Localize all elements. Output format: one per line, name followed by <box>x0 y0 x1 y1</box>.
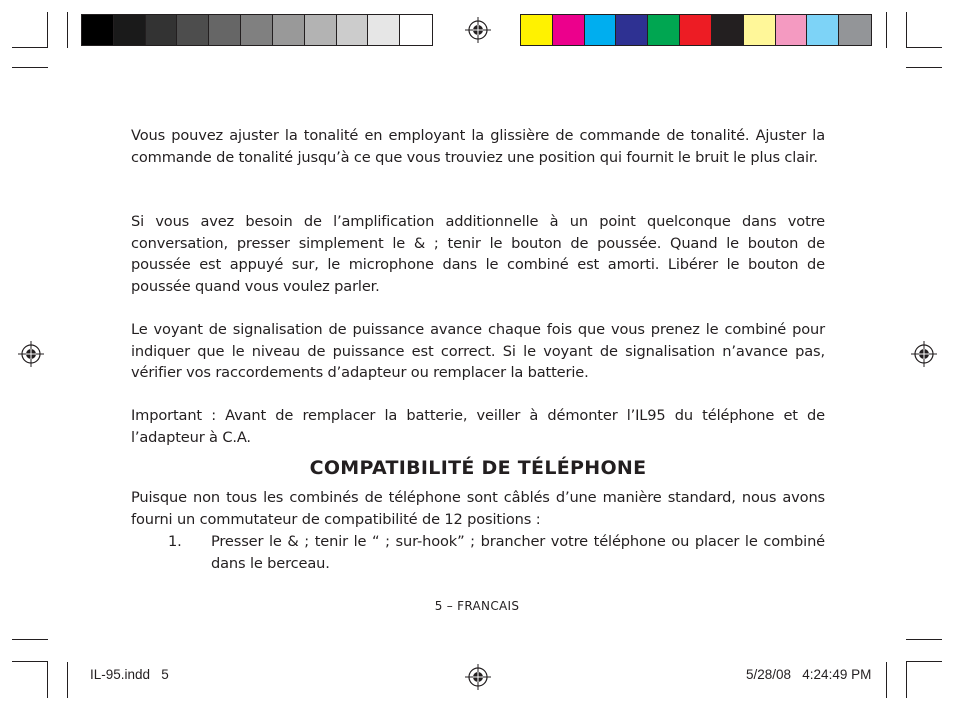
color-swatch <box>146 15 178 45</box>
crop-mark <box>12 639 48 640</box>
paragraph-power-indicator: Le voyant de signalisation de puissance avance chaque fois que vous prenez le combiné pour indiquer que le niveau de puissance est correct. Si le voyant de signalisation n’avance pas, vérifier vos raccordements d’adapteur ou remplacer la batterie. <box>131 321 825 381</box>
section-heading: COMPATIBILITÉ DE TÉLÉPHONE <box>309 457 647 479</box>
color-swatch <box>114 15 146 45</box>
color-swatch <box>616 15 648 45</box>
color-swatch <box>807 15 839 45</box>
color-swatch <box>776 15 808 45</box>
color-swatch <box>712 15 744 45</box>
color-swatch <box>521 15 553 45</box>
crop-mark <box>67 662 68 698</box>
paragraph-compatibility-intro: Puisque non tous les combinés de téléphone sont câblés d’une manière standard, nous avons fourni un commutateur de compatibilité de 12 positions : <box>131 489 825 528</box>
crop-mark <box>906 662 907 698</box>
crop-mark <box>886 662 887 698</box>
color-swatch <box>177 15 209 45</box>
list-item-text: Presser le & ; tenir le “ ; sur-hook” ; brancher votre téléphone ou placer le combiné dans le berceau. <box>211 533 825 572</box>
color-swatch <box>839 15 871 45</box>
crop-mark <box>906 67 942 68</box>
crop-mark <box>12 661 48 662</box>
registration-mark-icon <box>465 17 491 43</box>
crop-mark <box>12 47 48 48</box>
color-swatch <box>744 15 776 45</box>
crop-mark <box>906 639 942 640</box>
color-swatch <box>305 15 337 45</box>
paragraph-tone-control: Vous pouvez ajuster la tonalité en employant la glissière de commande de tonalité. Ajuster la commande de tonalité jusqu’à ce que vous trouviez une position qui fournit le bruit le plus clair. <box>131 127 825 166</box>
registration-mark-icon <box>911 341 937 367</box>
crop-mark <box>12 67 48 68</box>
registration-mark-icon <box>465 664 491 690</box>
slug-filename: IL-95.indd 5 <box>90 667 169 682</box>
list-item-number: 1. <box>168 533 182 550</box>
color-swatch <box>209 15 241 45</box>
color-swatch <box>273 15 305 45</box>
registration-mark-icon <box>18 341 44 367</box>
crop-mark <box>47 12 48 48</box>
color-swatch <box>648 15 680 45</box>
color-swatch <box>585 15 617 45</box>
crop-mark <box>47 662 48 698</box>
crop-mark <box>906 12 907 48</box>
paragraph-important-note: Important : Avant de remplacer la batterie, veiller à démonter l’IL95 du téléphone et de l’adapteur à C.A. <box>131 407 825 446</box>
paragraph-amplification: Si vous avez besoin de l’amplification additionnelle à un point quelconque dans votre conversation, presser simplement le & ; tenir le bouton de poussée. Quand le bouton de poussée est appuyé sur, le microphone dans le combiné est amorti. Libérer le bouton de poussée quand vous voulez parler. <box>131 213 825 295</box>
color-swatch <box>553 15 585 45</box>
slug-timestamp: 5/28/08 4:24:49 PM <box>746 667 872 682</box>
color-swatch <box>368 15 400 45</box>
color-swatch <box>400 15 432 45</box>
color-swatch <box>241 15 273 45</box>
color-swatch <box>680 15 712 45</box>
list-item <box>168 531 825 574</box>
grayscale-color-bar <box>81 14 433 46</box>
color-swatch <box>337 15 369 45</box>
crop-mark <box>906 661 942 662</box>
process-color-bar <box>520 14 872 46</box>
page-footer: 5 – FRANCAIS <box>434 599 520 613</box>
crop-mark <box>67 12 68 48</box>
crop-mark <box>906 47 942 48</box>
crop-mark <box>886 12 887 48</box>
color-swatch <box>82 15 114 45</box>
